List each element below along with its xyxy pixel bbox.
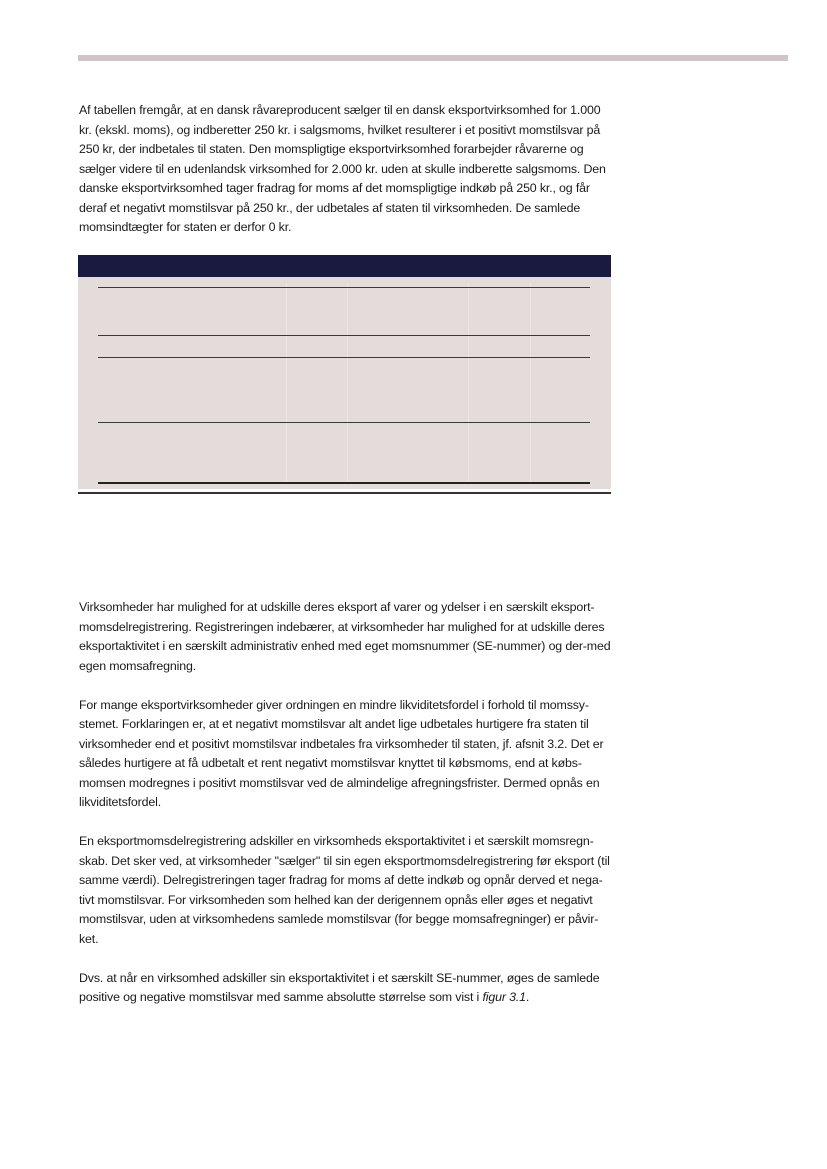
table-row-line (98, 357, 590, 358)
table-row-line (98, 482, 590, 484)
figure-reference-link[interactable]: figur 3.1 (482, 990, 526, 1004)
intro-text (79, 101, 611, 238)
table-bottom-rule (78, 492, 611, 494)
table-column-divider (286, 283, 287, 483)
vat-table (78, 255, 611, 494)
final-paragraph (79, 969, 611, 1008)
table-body (78, 277, 611, 489)
paragraph: For mange eksportvirksomheder giver ordningen en mindre likviditetsfordel i forhold til momssy-stemet. Forklaringen er, at et negativt momstilsvar alt andet lige udbetales hurtigere fra staten til virksomheder end et positivt momstilsvar indbetales fra virksomheder til staten, jf. afsnit 3.2. Det er således hurtigere at få udbetalt et rent negativt momstilsvar knyttet til købsmoms, end at købs-momsen modregnes i positivt momstilsvar ved de almindelige afregningsfrister. Dermed opnås en likviditetsfordel. (79, 697, 604, 809)
table-column-divider (468, 283, 469, 483)
table-row-line (98, 287, 590, 288)
table-row-line (98, 422, 590, 423)
table-column-divider (347, 283, 348, 483)
final-paragraph-end: . (525, 990, 530, 1004)
header-rule (78, 55, 788, 61)
intro-paragraph: Af tabellen fremgår, at en dansk råvareproducent sælger til en dansk eksportvirksomhed for 1.000 kr. (ekskl. moms), og indberetter 250 kr. i salgsmoms, hvilket resulterer i et positivt momstilsvar på 250 kr, der indbetales til staten. Den momspligtige eksportvirksomhed forarbejder råvarerne og sælger videre til en udenlandsk virksomhed for 2.000 kr. uden at skulle indberette salgsmoms. Den danske eksportvirksomhed tager fradrag for moms af det momspligtige indkøb på 250 kr., og får deraf et negativt momstilsvar på 250 kr., der udbetales af staten til virksomheden. De samlede momsindtægter for staten er derfor 0 kr. (79, 103, 606, 234)
table-header-bar (78, 255, 611, 277)
table-row-line (98, 335, 590, 336)
final-paragraph-text: Dvs. at når en virksomhed adskiller sin eksportaktivitet i et særskilt SE-nummer, øges de samlede positive og negative momstilsvar med samme absolutte størrelse som vist i (79, 970, 600, 1004)
paragraph: En eksportmomsdelregistrering adskiller en virksomheds eksportaktivitet i et særskilt momsregn-skab. Det sker ved, at virksomheder "sælger" til sin egen eksportmomsdelregistrering før eksport (til samme værdi). Delregistreringen tager fradrag for moms af dette indkøb og opnår derved et nega-tivt momstilsvar. For virksomheden som helhed kan der derigennem opnås eller øges et negativt momstilsvar, uden at virksomhedens samlede momstilsvar (for begge momsafregninger) er påvir-ket. (79, 834, 610, 946)
table-column-divider (530, 283, 531, 483)
paragraph: Virksomheder har mulighed for at udskille deres eksport af varer og ydelser i en særskilt eksport-momsdelregistrering. Registreringen indebærer, at virksomheder har mulighed for at udskille deres eksportaktivitet i en særskilt administrativ enhed med eget momsnummer (SE-nummer) og der-med egen momsafregning. (79, 600, 611, 673)
body-text (79, 598, 611, 1008)
